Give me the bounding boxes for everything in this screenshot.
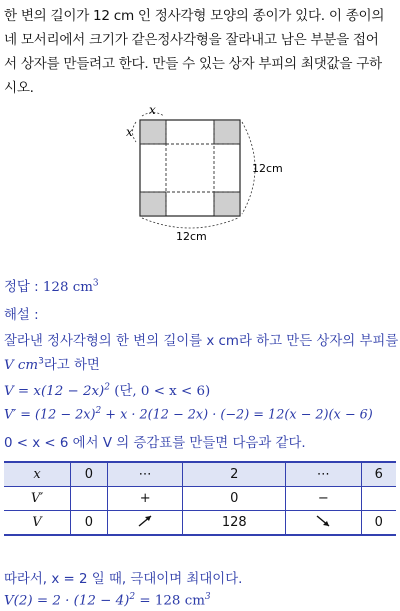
table-cell: V′ (4, 487, 71, 511)
table-row (4, 487, 396, 511)
problem-line-2: 네 모서리에서 크기가 같은정사각형을 잘라내고 남은 부분을 접어 (4, 32, 379, 48)
label-side-length: 12cm (252, 162, 283, 175)
answer-label: 정답 : (4, 280, 39, 295)
box-net-figure (118, 106, 288, 246)
problem-line-3: 서 상자를 만들려고 한다. 만들 수 있는 상자 부피의 최댓값을 구하 (4, 56, 382, 72)
label-x-left: x (126, 125, 133, 139)
explanation-label: 해설 : (4, 308, 39, 323)
problem-text (4, 4, 396, 100)
table-cell (286, 511, 362, 536)
explanation-line-1: 잘라낸 정사각형의 한 변의 길이를 x cm라 하고 만든 상자의 부피를 (4, 334, 399, 349)
table-cell: + (107, 487, 183, 511)
table-cell (107, 511, 183, 536)
corner-square (140, 192, 166, 216)
table-row (4, 511, 396, 536)
label-x-top: x (149, 106, 156, 117)
table-cell: ⋯ (107, 462, 183, 487)
table-cell: 2 (183, 462, 286, 487)
derivative-formula: $V' = (12 - 2x)^2 + x \cdot 2(12 - 2x) \cdot (-2) = 12(x - 2)(x - 6)$ (4, 406, 373, 423)
table-cell: x (4, 462, 71, 487)
table-cell: ⋯ (286, 462, 362, 487)
table-cell: 0 (71, 462, 108, 487)
problem-line-1: 한 변의 길이가 12 cm 인 정사각형 모양의 종이가 있다. 이 종이의 (4, 8, 385, 24)
explanation-line-6: 따라서, x = 2 일 때, 극대이며 최대이다. (4, 572, 243, 587)
explanation-line-2: V $cm^3$라고 하면 (4, 356, 100, 373)
table-cell: 0 (361, 511, 396, 536)
table-cell (71, 487, 108, 511)
answer-value: 128 $cm^3$ (42, 278, 99, 295)
table-cell: 0 (183, 487, 286, 511)
table-cell: 0 (71, 511, 108, 536)
label-bottom-length: 12cm (176, 230, 207, 243)
corner-square (140, 120, 166, 144)
max-volume-formula: $V(2) = 2 \cdot (12 - 4)^2 = 128$ $cm^3$ (4, 592, 211, 609)
decrease-arrow-icon (314, 514, 332, 528)
corner-square (214, 120, 240, 144)
table-cell: V (4, 511, 71, 536)
table-cell: 6 (361, 462, 396, 487)
fold-lines (166, 144, 214, 192)
problem-line-4: 시오. (4, 80, 34, 96)
corner-square (214, 192, 240, 216)
volume-formula: $V = x(12 - 2x)^2$ (단, 0 < x < 6) (4, 382, 211, 399)
table-cell: − (286, 487, 362, 511)
increase-arrow-icon (136, 514, 154, 528)
answer-line (4, 276, 99, 295)
table-row (4, 462, 396, 487)
table-cell (361, 487, 396, 511)
table-cell: 128 (183, 511, 286, 536)
increase-decrease-table (4, 461, 396, 536)
explanation-line-5: 0 < x < 6 에서 V 의 증감표를 만들면 다음과 같다. (4, 436, 306, 451)
